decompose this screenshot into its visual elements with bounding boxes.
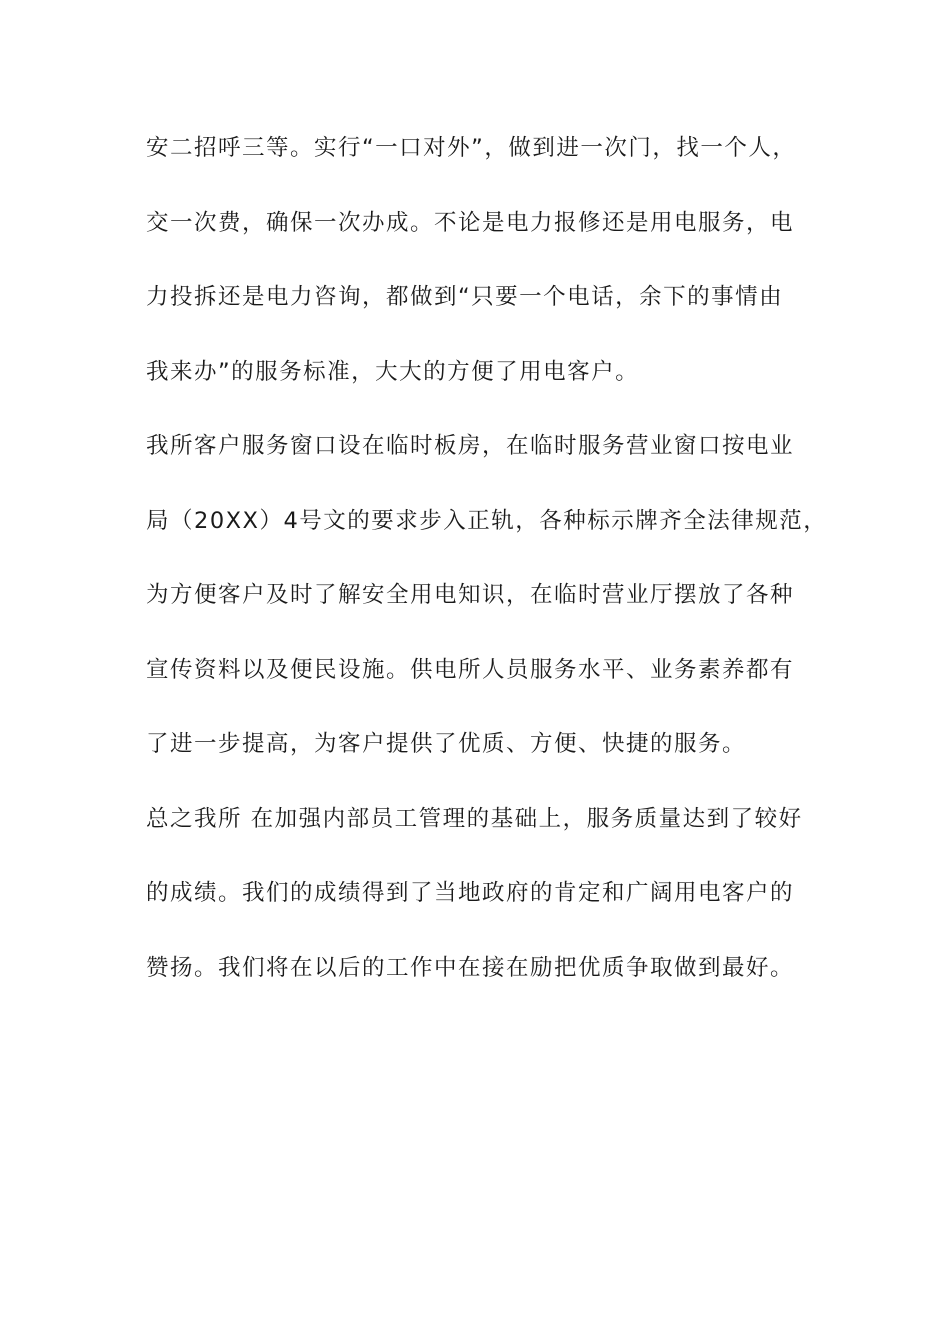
text-line: 总之我所 在加强内部员工管理的基础上，服务质量达到了较好	[146, 805, 803, 832]
text-line: 的成绩。我们的成绩得到了当地政府的肯定和广阔用电客户的	[146, 880, 795, 906]
text-line: 力投拆还是电力咨询，都做到“只要一个电话，余下的事情由	[146, 284, 784, 310]
text-line: 了进一步提高，为客户提供了优质、方便、快捷的服务。	[146, 731, 747, 757]
text-line: 赞扬。我们将在以后的工作中在接在励把优质争取做到最好。	[146, 954, 795, 981]
text-line: 安二招呼三等。实行“一口对外”，做到进一次门，找一个人，	[146, 135, 797, 161]
text-line: 交一次费，确保一次办成。不论是电力报修还是用电服务，电	[146, 209, 795, 236]
text-line: 宣传资料以及便民设施。供电所人员服务水平、业务素养都有	[146, 656, 795, 683]
text-line: 为方便客户及时了解安全用电知识，在临时营业厅摆放了各种	[146, 582, 795, 608]
body-text	[146, 128, 836, 1022]
text-line: 局（20XX）4号文的要求步入正轨，各种标示牌齐全法律规范，	[146, 507, 828, 534]
text-line: 我所客户服务窗口设在临时板房，在临时服务营业窗口按电业	[146, 433, 795, 459]
text-line: 我来办”的服务标准，大大的方便了用电客户。	[146, 358, 640, 385]
